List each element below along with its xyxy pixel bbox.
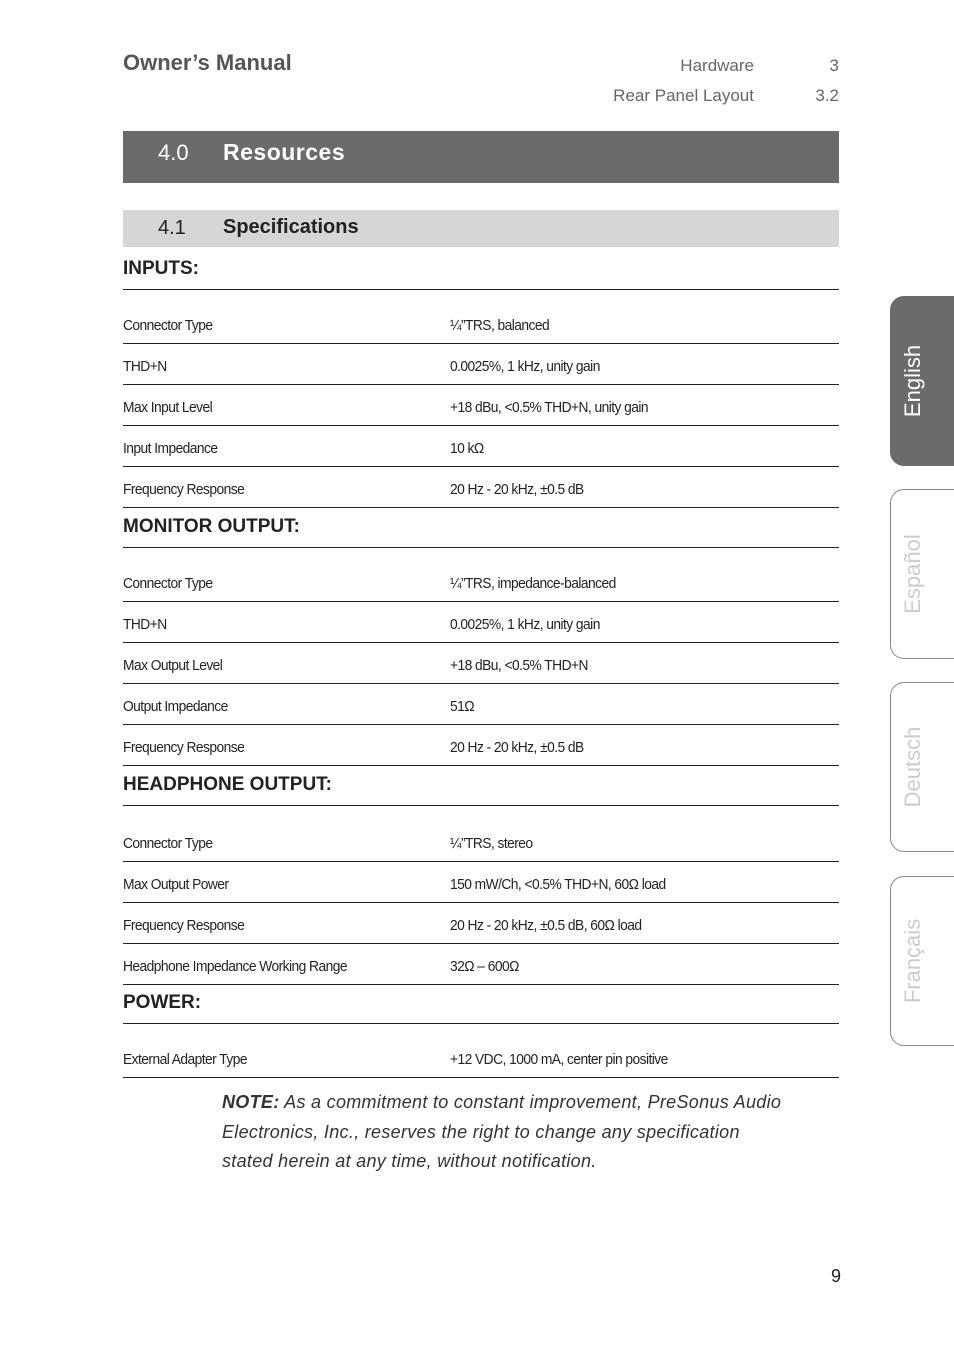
subsection-heading	[123, 210, 839, 247]
subsection-number: 4.1	[158, 217, 186, 239]
note-text: As a commitment to constant improvement, PreSonus Audio Electronics, Inc., reserves the right to change any specification stated herein at any time, without notification.	[222, 1092, 782, 1171]
spec-row	[123, 1036, 839, 1078]
spec-row	[123, 467, 839, 508]
spec-key: Input Impedance	[123, 440, 218, 457]
group-title: INPUTS:	[123, 258, 199, 279]
page-number: 9	[830, 1266, 841, 1286]
manual-title: Owner’s Manual	[123, 50, 292, 75]
language-tab[interactable]	[890, 489, 954, 659]
spec-row	[123, 385, 839, 426]
spec-value: 150 mW/Ch, <0.5% THD+N, 60Ω load	[450, 876, 666, 893]
section-number: 4.0	[158, 140, 189, 165]
subsection-title: Specifications	[223, 216, 359, 238]
language-tab-label: Français	[900, 918, 925, 1004]
spec-key: Max Output Power	[123, 876, 229, 893]
spec-key: Max Input Level	[123, 399, 213, 416]
section-heading	[123, 131, 839, 183]
spec-value: 0.0025%, 1 kHz, unity gain	[450, 616, 600, 633]
spec-key: Connector Type	[123, 317, 213, 334]
spec-key: Frequency Response	[123, 917, 245, 934]
group-rule	[123, 805, 839, 806]
spec-row	[123, 820, 839, 862]
spec-key: Max Output Level	[123, 657, 223, 674]
spec-value: 20 Hz - 20 kHz, ±0.5 dB	[450, 481, 584, 498]
spec-row	[123, 903, 839, 944]
group-title: MONITOR OUTPUT:	[123, 516, 300, 537]
spec-row	[123, 344, 839, 385]
group-rule	[123, 1023, 839, 1024]
spec-row	[123, 684, 839, 725]
language-tab-label: English	[900, 344, 925, 418]
spec-value: 10 kΩ	[450, 440, 484, 457]
spec-row	[123, 643, 839, 684]
language-tab-label: Deutsch	[900, 726, 925, 808]
spec-row	[123, 944, 839, 985]
spec-row	[123, 302, 839, 344]
spec-row	[123, 602, 839, 643]
language-tab-label: Español	[900, 534, 925, 614]
spec-row	[123, 560, 839, 602]
spec-value: 0.0025%, 1 kHz, unity gain	[450, 358, 600, 375]
spec-row	[123, 862, 839, 903]
spec-value: +12 VDC, 1000 mA, center pin positive	[450, 1051, 668, 1068]
spec-key: Headphone Impedance Working Range	[123, 958, 347, 975]
spec-key: Frequency Response	[123, 739, 245, 756]
spec-key: External Adapter Type	[123, 1051, 247, 1068]
spec-key: Connector Type	[123, 835, 213, 852]
spec-value: 51Ω	[450, 698, 475, 715]
language-tab[interactable]	[890, 296, 954, 466]
group-title: POWER:	[123, 992, 202, 1013]
group-rule	[123, 289, 839, 290]
spec-key: Frequency Response	[123, 481, 245, 498]
breadcrumb-number: 3	[829, 56, 839, 75]
spec-key: THD+N	[123, 358, 167, 375]
spec-key: THD+N	[123, 616, 167, 633]
spec-value: ¼”TRS, balanced	[450, 317, 550, 334]
section-title: Resources	[223, 139, 346, 165]
spec-value: +18 dBu, <0.5% THD+N, unity gain	[450, 399, 649, 416]
spec-key: Connector Type	[123, 575, 213, 592]
spec-value: +18 dBu, <0.5% THD+N	[450, 657, 588, 674]
spec-value: 20 Hz - 20 kHz, ±0.5 dB	[450, 739, 584, 756]
language-tab[interactable]	[890, 682, 954, 852]
spec-value: ¼”TRS, stereo	[450, 835, 533, 852]
spec-value: 32Ω – 600Ω	[450, 958, 519, 975]
spec-value: 20 Hz - 20 kHz, ±0.5 dB, 60Ω load	[450, 917, 642, 934]
note-label: NOTE:	[222, 1092, 280, 1112]
breadcrumb-label: Hardware	[680, 56, 754, 75]
breadcrumb-label: Rear Panel Layout	[613, 86, 754, 105]
group-title: HEADPHONE OUTPUT:	[123, 774, 333, 795]
note-paragraph	[222, 1088, 782, 1177]
group-rule	[123, 547, 839, 548]
breadcrumb-number: 3.2	[815, 86, 839, 105]
spec-value: ¼”TRS, impedance-balanced	[450, 575, 616, 592]
spec-row	[123, 725, 839, 766]
language-tab[interactable]	[890, 876, 954, 1046]
spec-row	[123, 426, 839, 467]
spec-key: Output Impedance	[123, 698, 228, 715]
